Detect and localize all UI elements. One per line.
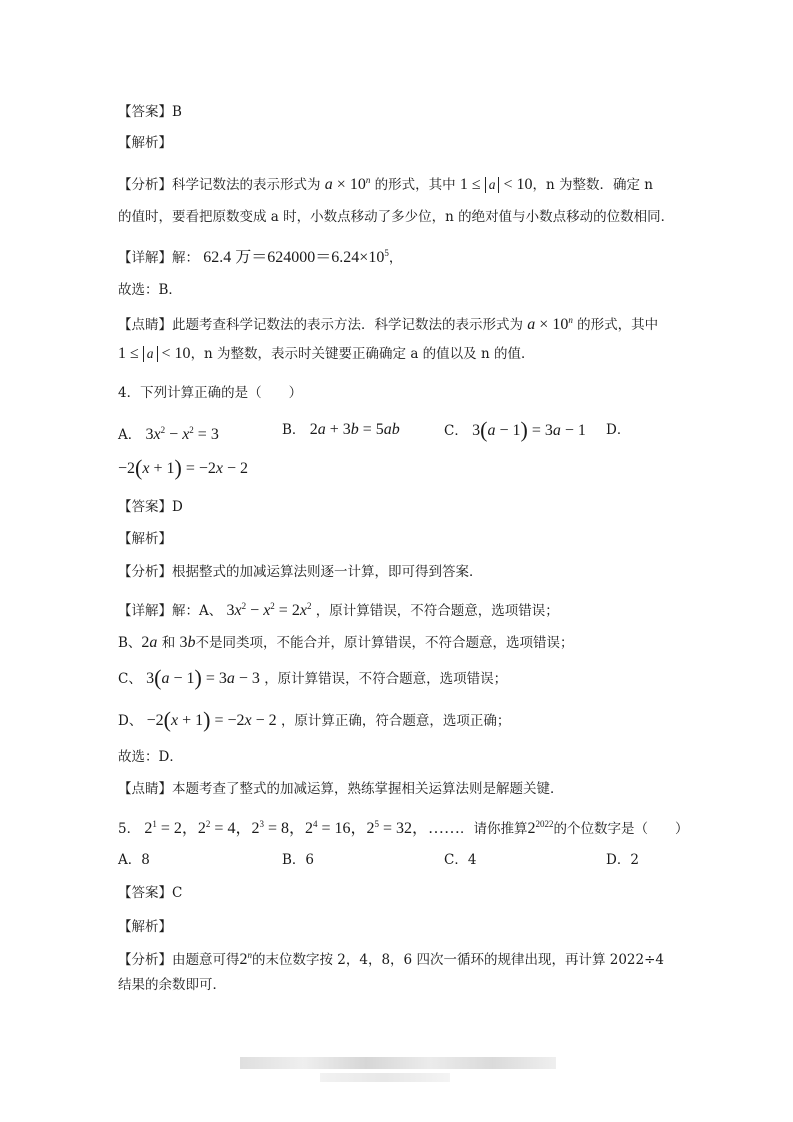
q4-option-d-formula: −2(x + 1) = −2x − 2 <box>118 455 249 480</box>
q5-analysis-heading: 【解析】 <box>118 919 172 935</box>
q5-option-c: C．4 <box>444 852 477 868</box>
q5-option-d: D．2 <box>606 852 639 868</box>
q4-xiangjie-d: D、 −2(x + 1) = −2x − 2 ，原计算正确，符合题意，选项正确； <box>118 707 511 732</box>
q3-answer: 【答案】B <box>118 104 182 120</box>
q5-option-a: A．8 <box>118 852 150 868</box>
q4-fenxi: 【分析】根据整式的加减运算法则逐一计算，即可得到答案． <box>118 564 483 580</box>
q3-fenxi-line1: 【分析】科学记数法的表示形式为 $a \times 10^n$ 的形式，其中 1 ≤ a < 10，n 为整数．确定 n <box>118 175 653 193</box>
q3-analysis-heading: 【解析】 <box>118 135 172 151</box>
sci-notation-formula: $a \times 10^n$ <box>324 175 371 193</box>
abs-a: a <box>485 177 500 193</box>
footer-watermark-sub <box>320 1073 450 1082</box>
q5-fenxi-line2: 结果的余数即可． <box>118 977 226 993</box>
q4-dianjing: 【点睛】本题考查了整式的加减运算，熟练掌握相关运算法则是解题关键． <box>118 781 564 797</box>
footer-watermark <box>240 1057 556 1069</box>
q4-option-a: A． $3x^2 - x^2 = 3$ <box>118 425 219 443</box>
q3-dianjing-line1: 【点睛】此题考查科学记数法的表示方法．科学记数法的表示形式为 $a \times 10^n$ 的形式，其中 <box>118 315 659 333</box>
q3-dianjing-line2: 1 ≤ a < 10，n 为整数，表示时关键要正确确定 a 的值以及 n 的值． <box>118 345 535 362</box>
q4-xiangjie-b: B、2a 和 3b不是同类项，不能合并，原计算错误，不符合题意，选项错误； <box>118 634 574 651</box>
q4-stem: 4．下列计算正确的是（ ） <box>118 385 303 401</box>
q5-option-b: B．6 <box>282 852 315 868</box>
q3-fenxi-line2: 的值时，要看把原数变成 a 时，小数点移动了多少位，n 的绝对值与小数点移动的位数相同． <box>118 209 675 225</box>
q4-analysis-heading: 【解析】 <box>118 531 172 547</box>
q5-answer: 【答案】C <box>118 885 183 901</box>
q5-stem: 5． $2^1 = 2$，$2^2 = 4$，$2^3 = 8$，$2^4 = 16$，$2^5 = 32$，……．请你推算$2^{2022}$的个位数字是（ ） <box>118 819 689 837</box>
q4-option-c: C． 3(a − 1) = 3a − 1 <box>444 417 586 442</box>
q4-answer: 【答案】D <box>118 499 183 515</box>
q4-option-b: B． 2a + 3b = 5ab <box>282 421 400 438</box>
q5-fenxi-line1: 【分析】由题意可得2$^n$的末位数字按 2，4，8，6 四次一循环的规律出现，再计算 2022÷4 <box>118 950 664 968</box>
q4-xiangjie-a: 【详解】解：A、 $3x^2 - x^2 = 2x^2$ ，原计算错误，不符合题意，选项错误； <box>118 601 559 619</box>
q4-xiangjie-c: C、 3(a − 1) = 3a − 3 ，原计算错误，不符合题意，选项错误； <box>118 665 508 690</box>
q4-option-d: D． <box>606 422 631 438</box>
q4-choice: 故选：D． <box>118 749 183 765</box>
q3-choice: 故选：B． <box>118 282 182 298</box>
q3-xiangjie: 【详解】解： 62.4 万$=624000=6.24\times 10^5$， <box>118 248 403 266</box>
